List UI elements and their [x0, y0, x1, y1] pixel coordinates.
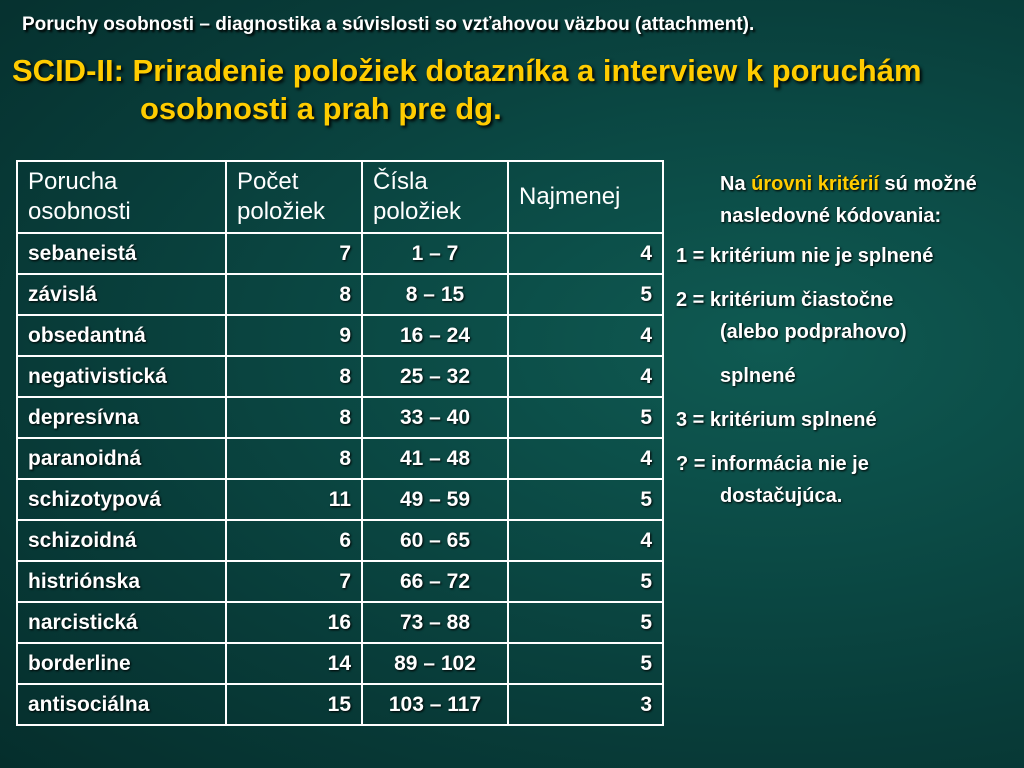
- cell-count: 7: [226, 233, 362, 274]
- cell-min: 3: [508, 684, 663, 725]
- cell-count: 8: [226, 438, 362, 479]
- cell-min: 4: [508, 315, 663, 356]
- cell-min: 5: [508, 602, 663, 643]
- cell-range: 25 – 32: [362, 356, 508, 397]
- slide-title-line1: SCID-II: Priradenie položiek dotazníka a interview k poruchám: [12, 53, 922, 88]
- table-row: [17, 520, 663, 561]
- cell-range: 8 – 15: [362, 274, 508, 315]
- cell-range: 16 – 24: [362, 315, 508, 356]
- cell-min: 4: [508, 356, 663, 397]
- cell-count: 8: [226, 397, 362, 438]
- cell-disorder: negativistická: [17, 356, 226, 397]
- cell-disorder: schizoidná: [17, 520, 226, 561]
- code-2-line3: splnené: [720, 365, 796, 387]
- cell-min: 4: [508, 438, 663, 479]
- code-3: 3 = kritérium splnené: [676, 409, 877, 431]
- table-row: [17, 479, 663, 520]
- cell-disorder: histriónska: [17, 561, 226, 602]
- cell-range: 49 – 59: [362, 479, 508, 520]
- disorder-table: [16, 160, 664, 726]
- cell-disorder: depresívna: [17, 397, 226, 438]
- code-1: 1 = kritérium nie je splnené: [676, 245, 934, 267]
- cell-min: 4: [508, 520, 663, 561]
- cell-disorder: schizotypová: [17, 479, 226, 520]
- coding-intro-pre: Na: [720, 173, 752, 195]
- table-row: [17, 602, 663, 643]
- code-unknown-line2: dostačujúca.: [720, 485, 843, 507]
- table-row: [17, 356, 663, 397]
- cell-disorder: borderline: [17, 643, 226, 684]
- cell-range: 73 – 88: [362, 602, 508, 643]
- coding-intro-post: sú možné nasledovné kódovania:: [720, 173, 977, 227]
- header-count: Počet položiek: [226, 161, 362, 233]
- cell-range: 1 – 7: [362, 233, 508, 274]
- cell-min: 5: [508, 643, 663, 684]
- cell-min: 5: [508, 274, 663, 315]
- cell-count: 8: [226, 356, 362, 397]
- cell-count: 14: [226, 643, 362, 684]
- cell-disorder: obsedantná: [17, 315, 226, 356]
- cell-range: 66 – 72: [362, 561, 508, 602]
- cell-disorder: závislá: [17, 274, 226, 315]
- cell-min: 5: [508, 397, 663, 438]
- cell-range: 103 – 117: [362, 684, 508, 725]
- coding-intro-highlight: úrovni kritérií: [751, 173, 879, 195]
- cell-disorder: sebaneistá: [17, 233, 226, 274]
- header-min: Najmenej: [508, 161, 663, 233]
- table-row: [17, 643, 663, 684]
- table-row: [17, 274, 663, 315]
- table-header-row: [17, 161, 663, 233]
- table-row: [17, 561, 663, 602]
- cell-range: 33 – 40: [362, 397, 508, 438]
- table-row: [17, 233, 663, 274]
- coding-intro: [676, 168, 1016, 232]
- cell-range: 41 – 48: [362, 438, 508, 479]
- cell-count: 6: [226, 520, 362, 561]
- table-row: [17, 397, 663, 438]
- cell-count: 16: [226, 602, 362, 643]
- code-2-line1: 2 = kritérium čiastočne: [676, 289, 894, 311]
- cell-disorder: narcistická: [17, 602, 226, 643]
- cell-min: 5: [508, 479, 663, 520]
- coding-legend: [676, 168, 1016, 524]
- header-disorder: Porucha osobnosti: [17, 161, 226, 233]
- code-unknown-line1: ? = informácia nie je: [676, 453, 869, 475]
- cell-disorder: antisociálna: [17, 684, 226, 725]
- code-2: [676, 284, 1016, 348]
- table-row: [17, 684, 663, 725]
- header-items: Čísla položiek: [362, 161, 508, 233]
- slide-subtitle: Poruchy osobnosti – diagnostika a súvislosti so vzťahovou väzbou (attachment).: [22, 14, 755, 35]
- cell-min: 4: [508, 233, 663, 274]
- cell-count: 11: [226, 479, 362, 520]
- cell-disorder: paranoidná: [17, 438, 226, 479]
- cell-range: 89 – 102: [362, 643, 508, 684]
- cell-min: 5: [508, 561, 663, 602]
- cell-range: 60 – 65: [362, 520, 508, 561]
- table-row: [17, 315, 663, 356]
- cell-count: 8: [226, 274, 362, 315]
- slide-title: [12, 52, 1012, 128]
- cell-count: 9: [226, 315, 362, 356]
- table-row: [17, 438, 663, 479]
- code-2-line2: (alebo podprahovo): [720, 321, 907, 343]
- slide-title-line2: osobnosti a prah pre dg.: [140, 91, 502, 126]
- cell-count: 7: [226, 561, 362, 602]
- cell-count: 15: [226, 684, 362, 725]
- code-unknown: [676, 448, 1016, 512]
